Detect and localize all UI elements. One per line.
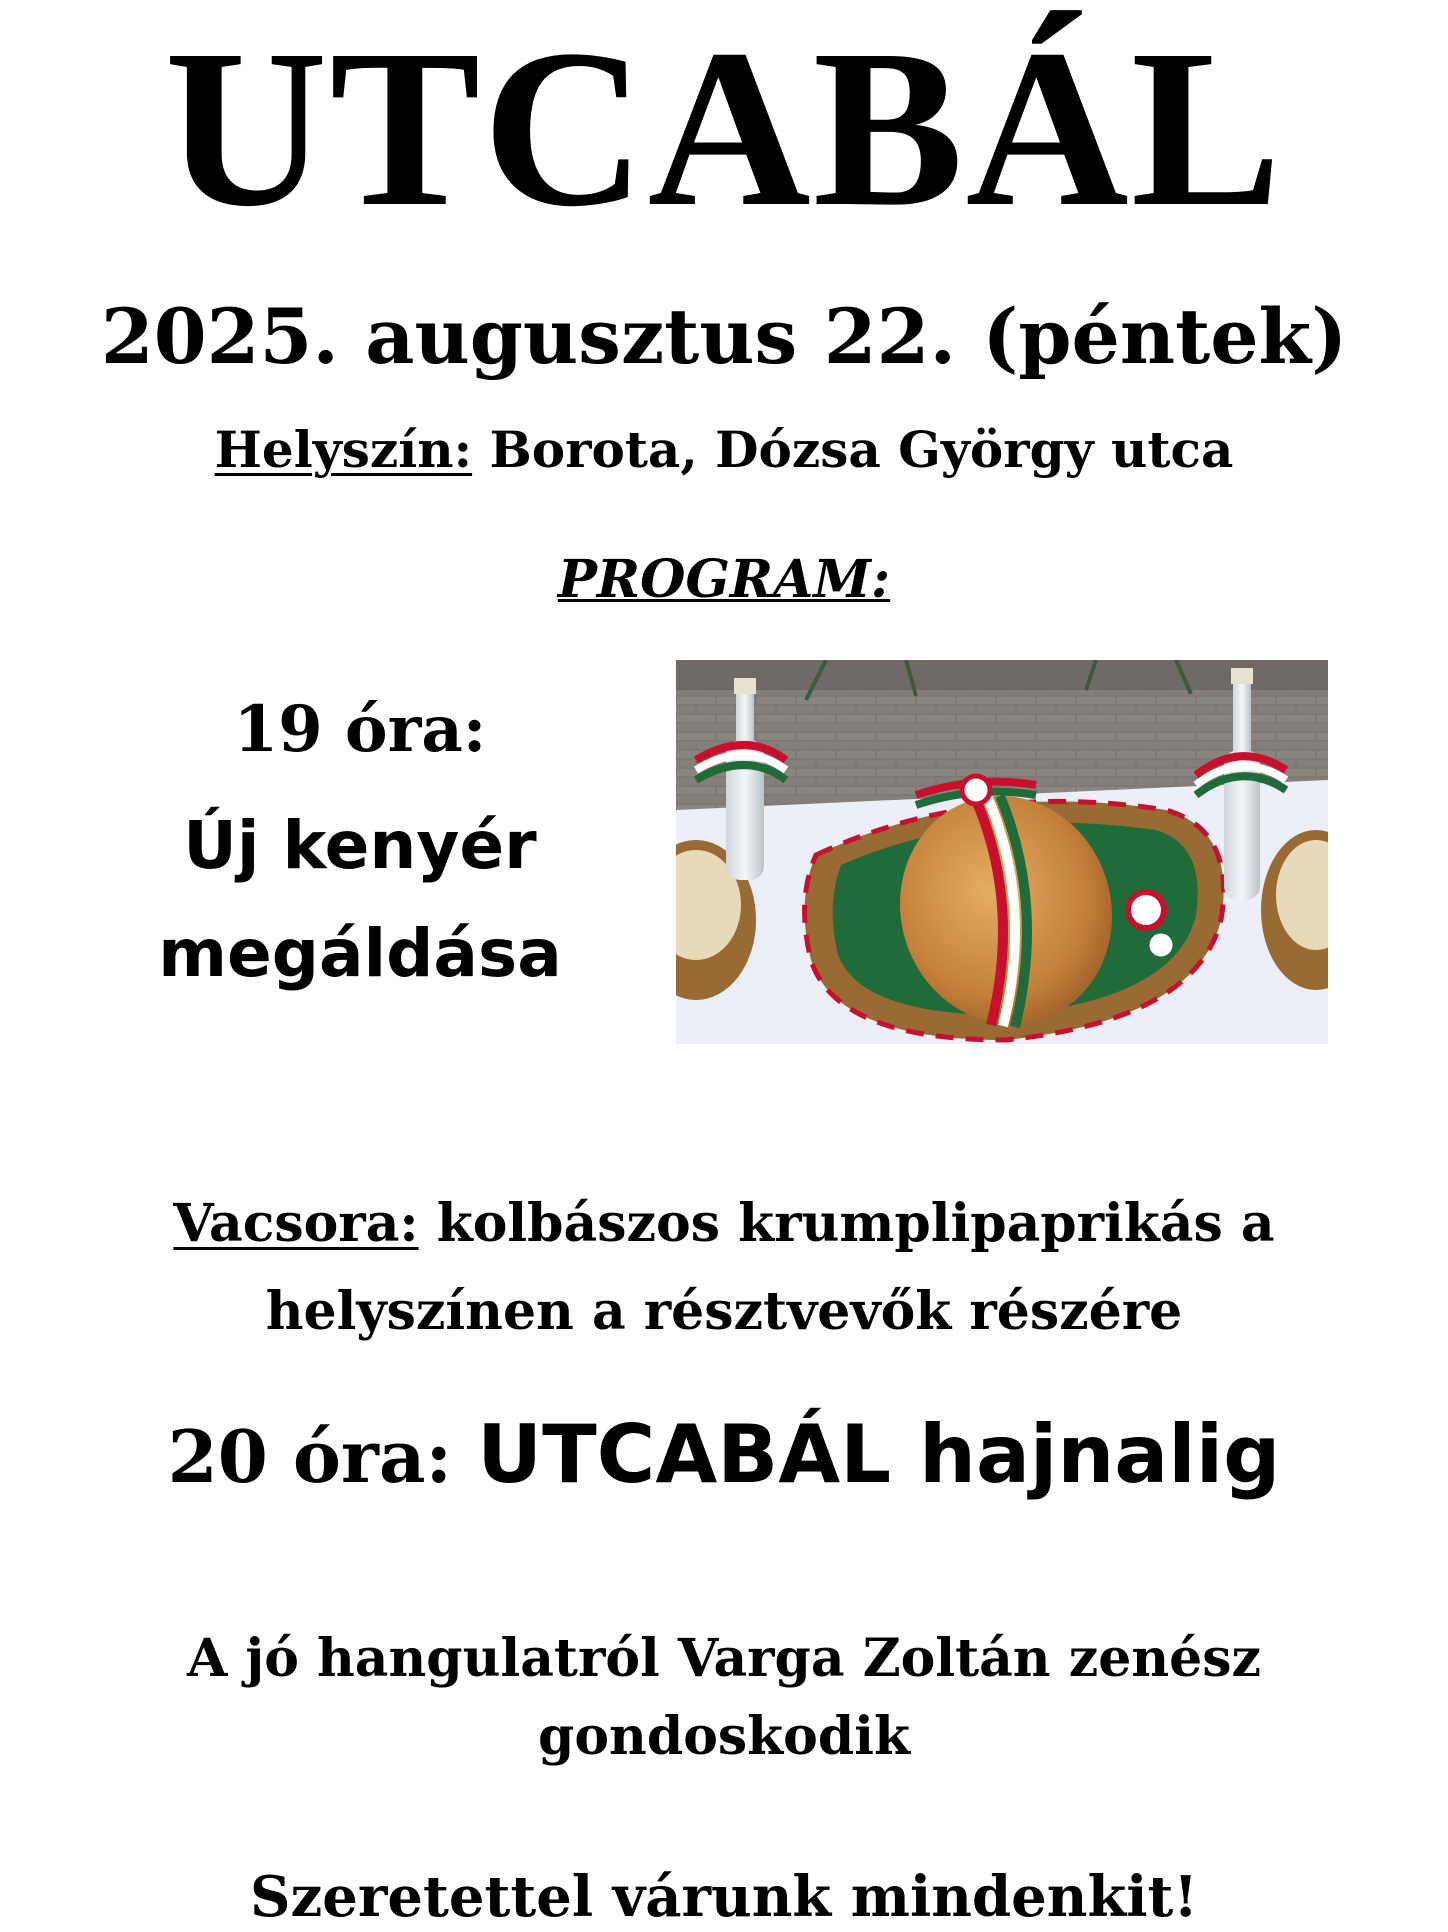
bread-basket-illustration bbox=[676, 660, 1328, 1044]
music-line1: A jó hangulatról Varga Zoltán zenész bbox=[186, 1628, 1262, 1689]
welcome-text: Szeretettel várunk mindenkit! bbox=[250, 1864, 1198, 1930]
dinner-line1: kolbászos krumplipaprikás a bbox=[418, 1193, 1275, 1254]
dinner-line2: helyszínen a résztvevők részére bbox=[265, 1281, 1183, 1342]
dinner-info bbox=[0, 1180, 1448, 1356]
item1-line2: megáldása bbox=[158, 915, 562, 992]
music-line2: gondoskodik bbox=[537, 1706, 911, 1767]
dance-info bbox=[0, 1410, 1448, 1502]
music-info bbox=[0, 1620, 1448, 1776]
bread-basket-photo bbox=[676, 660, 1328, 1044]
poster-title: UTCABÁL bbox=[164, 3, 1284, 253]
program-item-bread-blessing bbox=[100, 690, 620, 1008]
dance-time: 20 óra: bbox=[167, 1414, 478, 1499]
dinner-label: Vacsora: bbox=[173, 1193, 419, 1254]
event-date: 2025. augusztus 22. (péntek) bbox=[100, 292, 1348, 381]
program-heading bbox=[0, 548, 1448, 612]
event-location bbox=[0, 418, 1448, 482]
item1-time: 19 óra: bbox=[233, 692, 487, 767]
dance-text: UTCABÁL hajnalig bbox=[477, 1408, 1281, 1501]
program-heading-text: PROGRAM: bbox=[557, 549, 891, 610]
item1-line1: Új kenyér bbox=[183, 807, 537, 884]
location-value: Borota, Dózsa György utca bbox=[472, 420, 1234, 479]
location-label: Helyszín: bbox=[214, 420, 473, 479]
